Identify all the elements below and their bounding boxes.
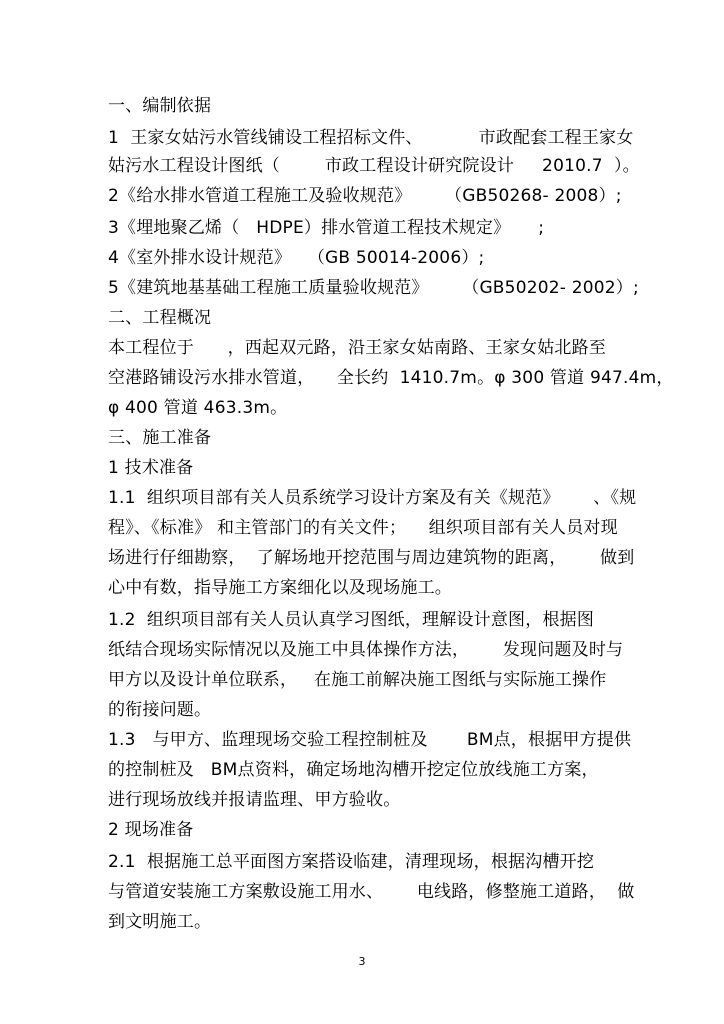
item-1-3-line-2: 的控制桩及 BM点资料，确定场地沟槽开挖定位放线施工方案， <box>108 760 599 780</box>
section-heading-construction-preparation: 三、施工准备 <box>108 428 212 448</box>
basis-item-1-line-2: 姑污水工程设计图纸（ 市政工程设计研究院设计 2010.7 ）。 <box>108 156 640 176</box>
item-1-2-line-4: 的衔接问题。 <box>108 700 212 720</box>
item-1-1-line-4: 心中有数，指导施工方案细化以及现场施工。 <box>108 578 452 598</box>
item-1-2-line-2: 纸结合现场实际情况以及施工中具体操作方法， 发现问题及时与 <box>108 640 624 660</box>
subheading-technical-preparation: 1 技术准备 <box>108 458 194 478</box>
item-2-1-line-2: 与管道安装施工方案敷设施工用水、 电线路，修整施工道路， 做 <box>108 882 635 902</box>
item-1-3-line-1: 1.3 与甲方、监理现场交验工程控制桩及 BM点，根据甲方提供 <box>108 730 632 750</box>
overview-line-2: 空港路铺设污水排水管道， 全长约 1410.7m。φ 300 管道 947.4m， <box>108 368 674 388</box>
item-1-1-line-2: 程》、《标准》 和主管部门的有关文件； 组织项目部有关人员对现 <box>108 518 618 538</box>
item-2-1-line-1: 2.1 根据施工总平面图方案搭设临建，清理现场，根据沟槽开挖 <box>108 852 595 872</box>
section-heading-compilation-basis: 一、编制依据 <box>108 96 212 116</box>
section-heading-project-overview: 二、工程概况 <box>108 308 212 328</box>
subheading-site-preparation: 2 现场准备 <box>108 820 194 840</box>
item-1-3-line-3: 进行现场放线并报请监理、甲方验收。 <box>108 790 401 810</box>
basis-item-1-line-1: 1 王家女姑污水管线铺设工程招标文件、 市政配套工程王家女 <box>108 128 634 148</box>
basis-item-5: 5《建筑地基基础工程施工质量验收规范》 （GB50202- 2002）; <box>108 278 639 298</box>
item-1-2-line-1: 1.2 组织项目部有关人员认真学习图纸，理解设计意图，根据图 <box>108 610 595 630</box>
item-1-1-line-3: 场进行仔细勘察， 了解场地开挖范围与周边建筑物的距离， 做到 <box>108 548 635 568</box>
item-1-1-line-1: 1.1 组织项目部有关人员系统学习设计方案及有关《规范》 、《规 <box>108 488 637 508</box>
overview-line-3: φ 400 管道 463.3m。 <box>108 398 288 418</box>
basis-item-2: 2《给水排水管道工程施工及验收规范》 （GB50268- 2008）; <box>108 186 622 206</box>
item-2-1-line-3: 到文明施工。 <box>108 912 212 932</box>
page-number: 3 <box>358 955 366 968</box>
basis-item-3: 3《埋地聚乙烯（ HDPE）排水管道工程技术规定》 ; <box>108 218 545 238</box>
item-1-2-line-3: 甲方以及设计单位联系， 在施工前解决施工图纸与实际施工操作 <box>108 670 607 690</box>
overview-line-1: 本工程位于 ，西起双元路，沿王家女姑南路、王家女姑北路至 <box>108 338 607 358</box>
basis-item-4: 4《室外排水设计规范》 （GB 50014-2006）; <box>108 248 485 268</box>
